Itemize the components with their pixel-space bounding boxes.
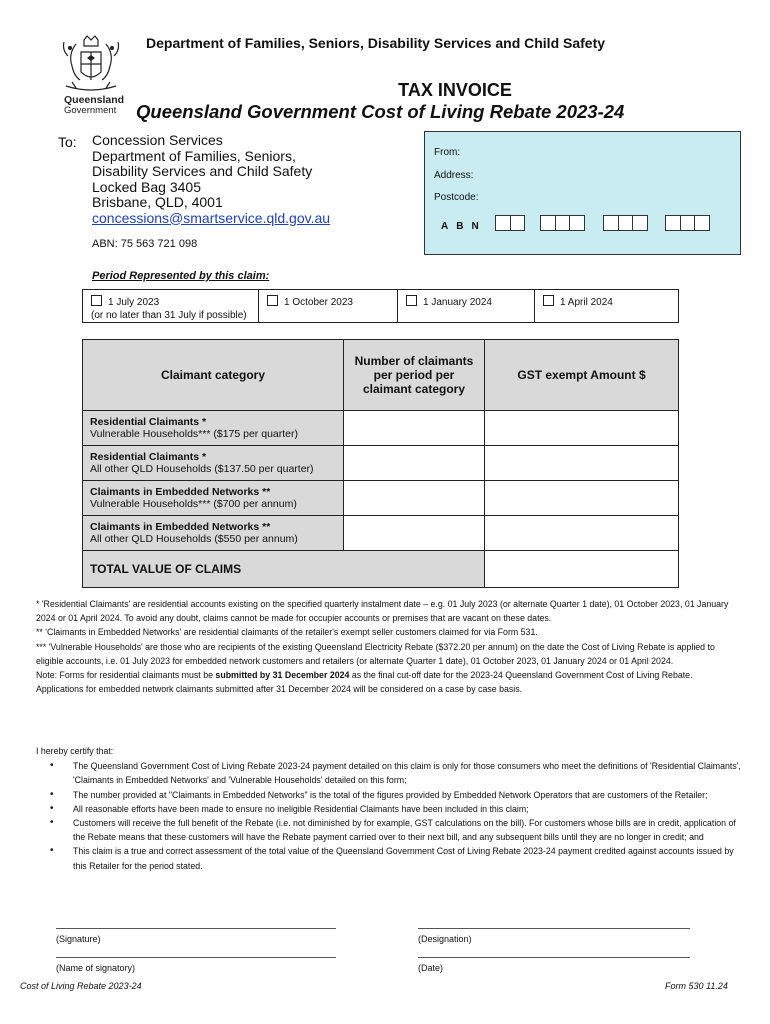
claimant-count-input[interactable] bbox=[344, 516, 485, 551]
claimant-count-input[interactable] bbox=[344, 446, 485, 481]
period-option-january[interactable] bbox=[398, 290, 535, 322]
recipient-abn: ABN: 75 563 721 098 bbox=[92, 238, 198, 250]
column-header: Number of claimants per period per claimant category bbox=[344, 340, 485, 411]
abn-digit-group[interactable] bbox=[540, 215, 585, 231]
footer-right: Form 530 11.24 bbox=[665, 981, 728, 991]
certify-item: • Customers will receive the full benefit of the Rebate (i.e. not diminished by for example, GST calculations on the bill). For customers whose bills are in credit, application of the Rebate means that these customers will have the Rebate payment carried over to their next bill, and any subsequent bills until they are no longer in credit; and bbox=[73, 816, 741, 844]
to-label: To: bbox=[58, 134, 77, 150]
checkbox[interactable] bbox=[91, 295, 102, 306]
category-detail: Vulnerable Households*** ($175 per quarter) bbox=[90, 428, 298, 440]
recipient-line: Concession Services bbox=[92, 132, 223, 148]
category-title: Residential Claimants * bbox=[90, 451, 207, 463]
postcode-label: Postcode: bbox=[434, 192, 479, 203]
period-option-label: 1 July 2023 bbox=[108, 297, 160, 308]
recipient-line: Department of Families, Seniors, bbox=[92, 147, 296, 164]
department-heading: Department of Families, Seniors, Disability Services and Child Safety bbox=[146, 35, 606, 51]
gst-amount-input[interactable] bbox=[485, 411, 679, 446]
abn-digit-group[interactable] bbox=[603, 215, 648, 231]
signature-label: (Signature) bbox=[56, 934, 101, 944]
period-option-july[interactable] bbox=[83, 290, 259, 322]
rebate-title: Queensland Government Cost of Living Rebate 2023-24 bbox=[136, 101, 625, 122]
table-row bbox=[83, 446, 679, 481]
period-option-label: 1 April 2024 bbox=[560, 297, 613, 308]
period-option-october[interactable] bbox=[259, 290, 398, 322]
claimant-category-cell bbox=[83, 481, 344, 516]
recipient-line: Brisbane, QLD, 4001 bbox=[92, 194, 223, 210]
designation-label: (Designation) bbox=[418, 934, 472, 944]
recipient-line: Locked Bag 3405 bbox=[92, 178, 201, 195]
claimant-count-input[interactable] bbox=[344, 411, 485, 446]
abn-label: ABN bbox=[441, 221, 487, 232]
abn-digit-group[interactable] bbox=[665, 215, 710, 231]
address-label: Address: bbox=[434, 170, 474, 181]
from-label: From: bbox=[434, 147, 461, 158]
designation-line[interactable] bbox=[418, 928, 690, 929]
certify-intro: I hereby certify that: bbox=[36, 746, 114, 756]
recipient-line: Disability Services and Child Safety bbox=[92, 163, 313, 179]
abn-digit-group[interactable] bbox=[495, 215, 525, 231]
from-details-box bbox=[424, 131, 741, 255]
gst-amount-input[interactable] bbox=[485, 516, 679, 551]
claims-table bbox=[82, 339, 679, 588]
category-detail: All other QLD Households ($137.50 per quarter) bbox=[90, 463, 314, 475]
footnote-deadline bbox=[36, 668, 741, 696]
footer-left: Cost of Living Rebate 2023-24 bbox=[20, 981, 142, 991]
column-header: Claimant category bbox=[83, 340, 344, 411]
period-option-april[interactable] bbox=[535, 290, 678, 322]
certify-item: • All reasonable efforts have been made to ensure no ineligible Residential Claimants have been included in this claim; bbox=[73, 802, 741, 816]
table-header-row bbox=[83, 340, 679, 411]
column-header: GST exempt Amount $ bbox=[485, 340, 679, 411]
logo-wordmark-queensland: Queensland bbox=[64, 94, 125, 106]
certify-item: • This claim is a true and correct assessment of the total value of the Queensland Government Cost of Living Rebate 2023-24 payment credited against accounts issued by this Retailer for the period stated. bbox=[73, 844, 741, 872]
footnote-embedded: ** 'Claimants in Embedded Networks' are residential claimants of the retailer's exempt seller customers claimed for via Form 531. bbox=[36, 627, 538, 638]
checkbox[interactable] bbox=[267, 295, 278, 306]
date-line[interactable] bbox=[418, 957, 690, 958]
table-row bbox=[83, 481, 679, 516]
period-option-label: 1 October 2023 bbox=[284, 297, 353, 308]
total-label: TOTAL VALUE OF CLAIMS bbox=[83, 551, 485, 588]
certify-list bbox=[36, 759, 741, 873]
table-row bbox=[83, 516, 679, 551]
total-amount-input[interactable] bbox=[485, 551, 679, 588]
period-option-label: 1 January 2024 bbox=[423, 297, 492, 308]
checkbox[interactable] bbox=[406, 295, 417, 306]
footnote-residential: * 'Residential Claimants' are residential accounts existing on the specified quarterly instalment date – e.g. 01 July 2023 (or alternate Quarter 1 date), 01 October 2023, 01 January 2024 or 01 April 2024. To avoid any doubt, claims cannot be made for occupier accounts or premises that are vacant on these dates. bbox=[36, 599, 729, 624]
name-line[interactable] bbox=[56, 957, 336, 958]
recipient-address bbox=[92, 133, 330, 226]
table-row bbox=[83, 411, 679, 446]
category-detail: Vulnerable Households*** ($700 per annum) bbox=[90, 498, 297, 510]
gst-amount-input[interactable] bbox=[485, 481, 679, 516]
footnotes bbox=[36, 597, 741, 696]
certify-item: • The Queensland Government Cost of Living Rebate 2023-24 payment detailed on this claim is only for those consumers who meet the definitions of 'Residential Claimants', 'Claimants in Embedded Networks' and 'Vulnerable Households' detailed on this form; bbox=[73, 759, 741, 787]
category-detail: All other QLD Households ($550 per annum) bbox=[90, 533, 298, 545]
claimant-count-input[interactable] bbox=[344, 481, 485, 516]
period-options bbox=[82, 289, 679, 323]
claimant-category-cell bbox=[83, 411, 344, 446]
claimant-category-cell bbox=[83, 446, 344, 481]
name-label: (Name of signatory) bbox=[56, 963, 136, 973]
footnote-vulnerable: *** 'Vulnerable Households' are those who are recipients of the existing Queensland Electricity Rebate ($372.20 per annum) on the date the Cost of Living Rebate is applied to eligible accounts, i.e. 01 July 2023 for embedded network customers and retailers (or alternate Quarter 1 date), 01 October 2023, 01 January 2024 or 01 April 2024. bbox=[36, 641, 715, 666]
logo-wordmark-government: Government bbox=[64, 105, 117, 116]
period-label: Period Represented by this claim: bbox=[92, 270, 270, 282]
gst-amount-input[interactable] bbox=[485, 446, 679, 481]
claimant-category-cell bbox=[83, 516, 344, 551]
certify-item: • The number provided at "Claimants in Embedded Networks" is the total of the figures provided by Embedded Network Operators that are customers of the Retailer; bbox=[73, 788, 741, 802]
checkbox[interactable] bbox=[543, 295, 554, 306]
deadline-date: submitted by 31 December 2024 bbox=[215, 670, 350, 681]
date-label: (Date) bbox=[418, 963, 444, 973]
deadline-text: as the final cut-off date for the 2023-24 Queensland Government Cost of Living Rebate. Applications for embedded network claimants submitted after 31 December 2024 will be considered on a case by case basis. bbox=[36, 670, 693, 695]
certification bbox=[36, 744, 741, 873]
deadline-text: Note: Forms for residential claimants must be bbox=[36, 670, 216, 681]
category-title: Claimants in Embedded Networks ** bbox=[90, 486, 271, 498]
total-row bbox=[83, 551, 679, 588]
period-option-note: (or no later than 31 July if possible) bbox=[91, 310, 247, 321]
category-title: Residential Claimants * bbox=[90, 416, 207, 428]
signature-line[interactable] bbox=[56, 928, 336, 929]
recipient-email-link[interactable]: concessions@smartservice.qld.gov.au bbox=[92, 209, 331, 226]
document-type-heading: TAX INVOICE bbox=[398, 80, 512, 100]
category-title: Claimants in Embedded Networks ** bbox=[90, 521, 271, 533]
